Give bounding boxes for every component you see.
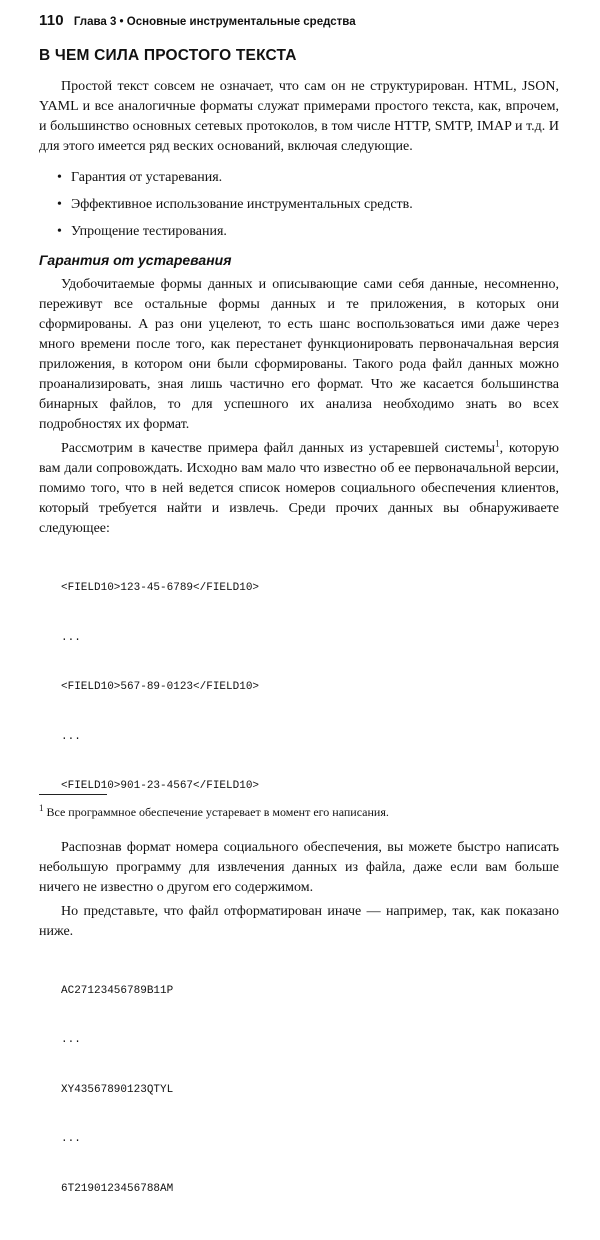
paragraph: Но представьте, что файл отформатирован иначе — например, так, как показано ниже. — [39, 903, 559, 939]
paragraph: Распознав формат номера социального обеспечения, вы можете быстро написать небольшую программу для извлечения данных из файла, даже если вам больше ничего не известно о другом его содержимом. — [39, 839, 559, 895]
code-line: AC27123456789B11P — [61, 984, 174, 997]
footnote-mark: 1 — [39, 803, 44, 813]
chapter-label: Глава 3 • Основные инструментальные средства — [73, 16, 356, 28]
code-block-raw — [61, 950, 559, 1231]
footnote — [39, 801, 559, 820]
paragraph-text: Рассмотрим в качестве примера файл данных из устаревшей системы — [61, 441, 496, 456]
code-line: <FIELD10>123-45-6789</FIELD10> — [61, 582, 260, 594]
intro-paragraph: Простой текст совсем не означает, что сам он не структурирован. HTML, JSON, YAML и все аналогичные форматы служат примерами простого текста, как, впрочем, и большинство основных сетевых протоколов, в том числе HTTP, SMTP, IMAP и т.д. И для этого имеется ряд веских оснований, включая следующие. — [39, 79, 559, 154]
code-line: ... — [61, 730, 81, 743]
code-line: XY43567890123QTYL — [61, 1083, 174, 1096]
bullet-list — [39, 168, 559, 242]
list-item-text: Гарантия от устаревания. — [71, 170, 223, 185]
code-block-fields — [61, 547, 559, 828]
footnote-divider — [39, 794, 107, 795]
footnote-reference[interactable]: 1 — [495, 438, 500, 449]
code-line: ... — [61, 1034, 81, 1046]
code-line: <FIELD10>901-23-4567</FIELD10> — [61, 780, 260, 792]
bullet-icon: • — [57, 224, 62, 239]
running-header — [39, 12, 561, 29]
list-item — [39, 195, 559, 215]
paragraph: Удобочитаемые формы данных и описывающие сами себя данные, несомненно, переживут все остальные формы данных и те приложения, в которых они сформированы. А раз они уцелеют, то есть шанс воспользоваться ими даже через много времени после того, как перестанет функционировать первоначальная версия приложения, в котором они были сформированы. Такого рода файл данных можно проанализировать, зная лишь частично его формат. Что же касается большинства бинарных файлов, то для успешного их анализа необходимо знать во всех подробностях их формат. — [39, 277, 559, 432]
bullet-icon: • — [57, 197, 62, 212]
list-item — [39, 222, 559, 242]
bullet-icon: • — [57, 170, 62, 185]
code-line: ... — [61, 1133, 81, 1145]
code-line: 6T2190123456788AM — [61, 1182, 174, 1195]
list-item-text: Эффективное использование инструментальных средств. — [71, 197, 413, 212]
page-number: 110 — [39, 12, 64, 29]
list-item-text: Упрощение тестирования. — [71, 224, 227, 239]
footnote-text: Все программное обеспечение устаревает в момент его написания. — [43, 805, 389, 819]
code-line: <FIELD10>567-89-0123</FIELD10> — [61, 681, 260, 693]
list-item — [39, 168, 559, 188]
section-title: В ЧЕМ СИЛА ПРОСТОГО ТЕКСТА — [39, 47, 297, 64]
subsection-title: Гарантия от устаревания — [39, 252, 232, 268]
paragraph-text: , которую вам дали сопровождать. Исходно вам мало что известно об ее первоначальной версии, помимо того, что в ней ведется список номеров социального обеспечения клиентов, который требуется найти и извлечь. Среди прочих данных вы обнаруживаете следующее: — [39, 441, 559, 536]
page-body — [39, 77, 559, 1240]
paragraph-with-footnote — [39, 439, 559, 539]
code-line: ... — [61, 631, 81, 644]
